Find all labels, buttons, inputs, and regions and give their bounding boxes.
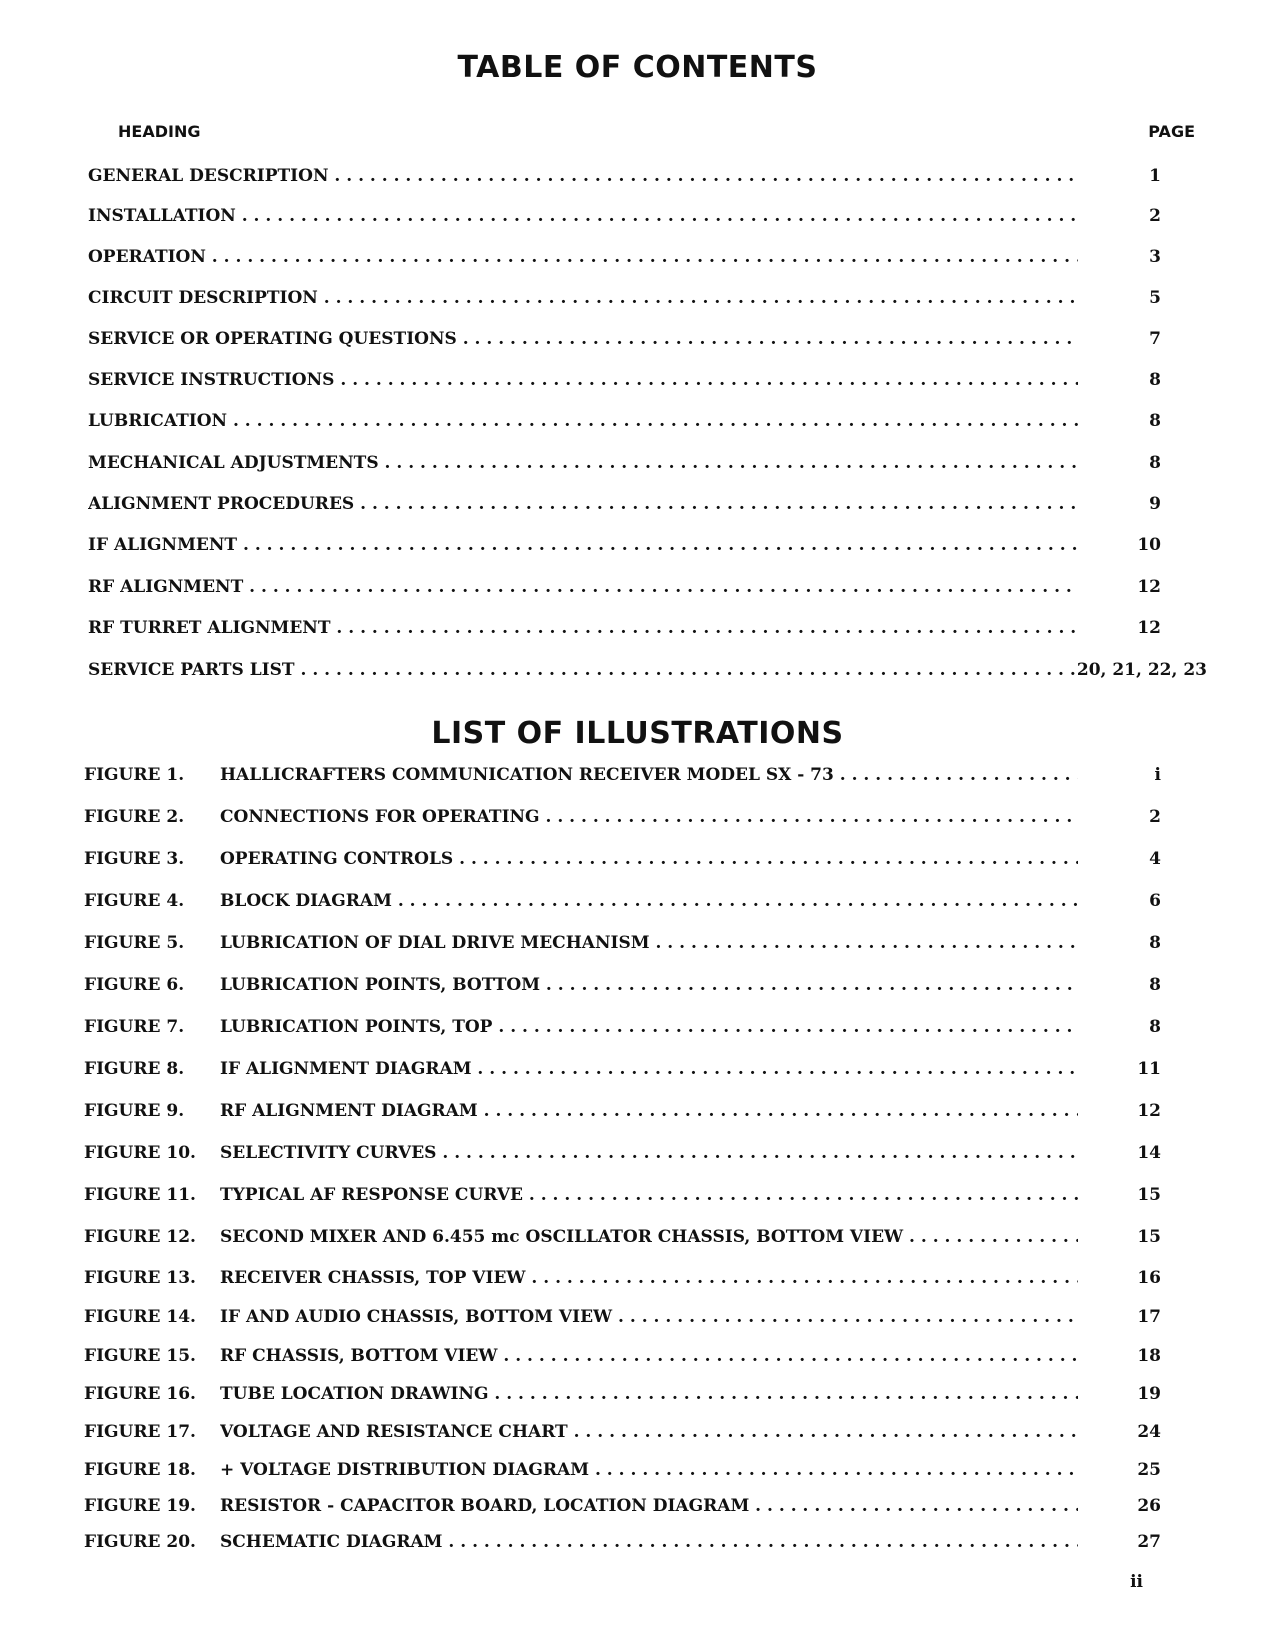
- toc-entry-label: CIRCUIT DESCRIPTION . . .: [88, 286, 1078, 310]
- toc-entry-page: 10: [1137, 535, 1161, 555]
- toc-entry-page: 8: [1149, 453, 1161, 473]
- toc-entry: [0, 616, 1275, 640]
- figure-page: 8: [1149, 975, 1161, 995]
- toc-entry-page: 9: [1149, 494, 1161, 514]
- figure-entry: [0, 1382, 1275, 1406]
- toc-entry-page: 5: [1149, 288, 1161, 308]
- figure-entry: [0, 931, 1275, 955]
- figure-label: OPERATING CONTROLS . . .: [220, 847, 1078, 871]
- toc-entry-page: 20, 21, 22, 23: [1076, 660, 1207, 680]
- toc-entry-page: 7: [1149, 329, 1161, 349]
- figure-label: SECOND MIXER AND 6.455 mc OSCILLATOR CHASSIS, BOTTOM VIEW . . .: [220, 1225, 1078, 1249]
- figure-entry: [0, 1420, 1275, 1444]
- figure-number: FIGURE 3.: [84, 849, 185, 869]
- figure-number: FIGURE 7.: [84, 1017, 185, 1037]
- figure-number: FIGURE 6.: [84, 975, 185, 995]
- figure-page: 4: [1149, 849, 1161, 869]
- figure-entry: [0, 1015, 1275, 1039]
- figure-page: 24: [1137, 1422, 1161, 1442]
- toc-entry-page: 2: [1149, 206, 1161, 226]
- figure-label: BLOCK DIAGRAM . . .: [220, 889, 1078, 913]
- toc-entry: [0, 286, 1275, 310]
- figure-entry: [0, 1099, 1275, 1123]
- figure-entry: [0, 1344, 1275, 1368]
- figure-page: 27: [1137, 1532, 1161, 1552]
- figure-number: FIGURE 20.: [84, 1532, 196, 1552]
- figure-page: 15: [1137, 1185, 1161, 1205]
- figure-entry: [0, 889, 1275, 913]
- figure-label: SCHEMATIC DIAGRAM . . .: [220, 1530, 1078, 1554]
- toc-entry-label: SERVICE INSTRUCTIONS . . .: [88, 368, 1078, 392]
- figure-label: TUBE LOCATION DRAWING . . .: [220, 1382, 1078, 1406]
- page-number: ii: [1130, 1572, 1143, 1592]
- figure-label: RECEIVER CHASSIS, TOP VIEW . . .: [220, 1266, 1078, 1290]
- toc-entry: [0, 245, 1275, 269]
- figure-number: FIGURE 17.: [84, 1422, 196, 1442]
- figure-number: FIGURE 14.: [84, 1307, 196, 1327]
- toc-entry: [0, 164, 1275, 188]
- toc-entry: [0, 204, 1275, 228]
- toc-entry: [0, 575, 1275, 599]
- toc-title: TABLE OF CONTENTS: [457, 50, 818, 85]
- figure-page: 11: [1137, 1059, 1161, 1079]
- figure-page: 26: [1137, 1496, 1161, 1516]
- toc-entry-label: OPERATION . . .: [88, 245, 1078, 269]
- figure-entry: [0, 1183, 1275, 1207]
- toc-entry-label: SERVICE PARTS LIST . . .: [88, 658, 1078, 682]
- figure-entry: [0, 1057, 1275, 1081]
- figure-page: 16: [1137, 1268, 1161, 1288]
- toc-entry-page: 3: [1149, 247, 1161, 267]
- figure-number: FIGURE 18.: [84, 1460, 196, 1480]
- figure-label: LUBRICATION POINTS, BOTTOM . . .: [220, 973, 1078, 997]
- figure-entry: [0, 763, 1275, 787]
- figure-label: + VOLTAGE DISTRIBUTION DIAGRAM . . .: [220, 1458, 1078, 1482]
- toc-entry-page: 1: [1149, 166, 1161, 186]
- figure-page: 14: [1137, 1143, 1161, 1163]
- page-column-label: PAGE: [1148, 122, 1195, 141]
- figure-page: 8: [1149, 1017, 1161, 1037]
- toc-entry-page: 8: [1149, 370, 1161, 390]
- toc-entry: [0, 409, 1275, 433]
- figure-label: TYPICAL AF RESPONSE CURVE . . .: [220, 1183, 1078, 1207]
- toc-entry-page: 8: [1149, 411, 1161, 431]
- toc-entry-label: RF ALIGNMENT . . .: [88, 575, 1078, 599]
- toc-entry-label: ALIGNMENT PROCEDURES . . .: [88, 492, 1078, 516]
- figure-number: FIGURE 5.: [84, 933, 185, 953]
- figure-label: CONNECTIONS FOR OPERATING . . .: [220, 805, 1078, 829]
- figure-label: RF CHASSIS, BOTTOM VIEW . . .: [220, 1344, 1078, 1368]
- toc-entry-label: INSTALLATION . . .: [88, 204, 1078, 228]
- figure-label: IF AND AUDIO CHASSIS, BOTTOM VIEW . . .: [220, 1305, 1078, 1329]
- figure-number: FIGURE 16.: [84, 1384, 196, 1404]
- figure-label: IF ALIGNMENT DIAGRAM . . .: [220, 1057, 1078, 1081]
- figure-number: FIGURE 11.: [84, 1185, 196, 1205]
- figure-label: RF ALIGNMENT DIAGRAM . . .: [220, 1099, 1078, 1123]
- figure-page: 15: [1137, 1227, 1161, 1247]
- figure-number: FIGURE 12.: [84, 1227, 196, 1247]
- figure-label: LUBRICATION POINTS, TOP . . .: [220, 1015, 1078, 1039]
- figure-number: FIGURE 9.: [84, 1101, 185, 1121]
- figure-number: FIGURE 8.: [84, 1059, 185, 1079]
- figure-entry: [0, 805, 1275, 829]
- heading-column-label: HEADING: [118, 122, 201, 141]
- figure-entry: [0, 847, 1275, 871]
- toc-entry-label: LUBRICATION . . .: [88, 409, 1078, 433]
- figure-page: i: [1154, 765, 1161, 785]
- figure-number: FIGURE 4.: [84, 891, 185, 911]
- figure-label: HALLICRAFTERS COMMUNICATION RECEIVER MODEL SX - 73 . . .: [220, 763, 1078, 787]
- figure-entry: [0, 1266, 1275, 1290]
- toc-entry-label: GENERAL DESCRIPTION . . .: [88, 164, 1078, 188]
- toc-entry: [0, 451, 1275, 475]
- toc-entry: [0, 658, 1275, 682]
- toc-entry-label: RF TURRET ALIGNMENT . . .: [88, 616, 1078, 640]
- figure-page: 19: [1137, 1384, 1161, 1404]
- figure-entry: [0, 973, 1275, 997]
- figure-label: LUBRICATION OF DIAL DRIVE MECHANISM . . .: [220, 931, 1078, 955]
- figure-entry: [0, 1225, 1275, 1249]
- toc-entry-label: MECHANICAL ADJUSTMENTS . . .: [88, 451, 1078, 475]
- toc-entry: [0, 327, 1275, 351]
- figure-number: FIGURE 1.: [84, 765, 185, 785]
- loi-title: LIST OF ILLUSTRATIONS: [431, 716, 844, 751]
- figure-label: SELECTIVITY CURVES . . .: [220, 1141, 1078, 1165]
- figure-page: 8: [1149, 933, 1161, 953]
- figure-entry: [0, 1305, 1275, 1329]
- figure-entry: [0, 1530, 1275, 1554]
- figure-number: FIGURE 10.: [84, 1143, 196, 1163]
- toc-entry: [0, 368, 1275, 392]
- figure-page: 18: [1137, 1346, 1161, 1366]
- figure-label: VOLTAGE AND RESISTANCE CHART . . .: [220, 1420, 1078, 1444]
- toc-entry-label: IF ALIGNMENT . . .: [88, 533, 1078, 557]
- figure-number: FIGURE 13.: [84, 1268, 196, 1288]
- toc-entry: [0, 492, 1275, 516]
- toc-entry-page: 12: [1137, 618, 1161, 638]
- toc-entry: [0, 533, 1275, 557]
- figure-page: 2: [1149, 807, 1161, 827]
- figure-entry: [0, 1458, 1275, 1482]
- figure-page: 12: [1137, 1101, 1161, 1121]
- toc-entry-label: SERVICE OR OPERATING QUESTIONS . . .: [88, 327, 1078, 351]
- toc-entry-page: 12: [1137, 577, 1161, 597]
- figure-entry: [0, 1141, 1275, 1165]
- figure-label: RESISTOR - CAPACITOR BOARD, LOCATION DIAGRAM . . .: [220, 1494, 1078, 1518]
- figure-page: 17: [1137, 1307, 1161, 1327]
- figure-page: 6: [1149, 891, 1161, 911]
- figure-number: FIGURE 19.: [84, 1496, 196, 1516]
- figure-number: FIGURE 2.: [84, 807, 185, 827]
- figure-page: 25: [1137, 1460, 1161, 1480]
- figure-number: FIGURE 15.: [84, 1346, 196, 1366]
- figure-entry: [0, 1494, 1275, 1518]
